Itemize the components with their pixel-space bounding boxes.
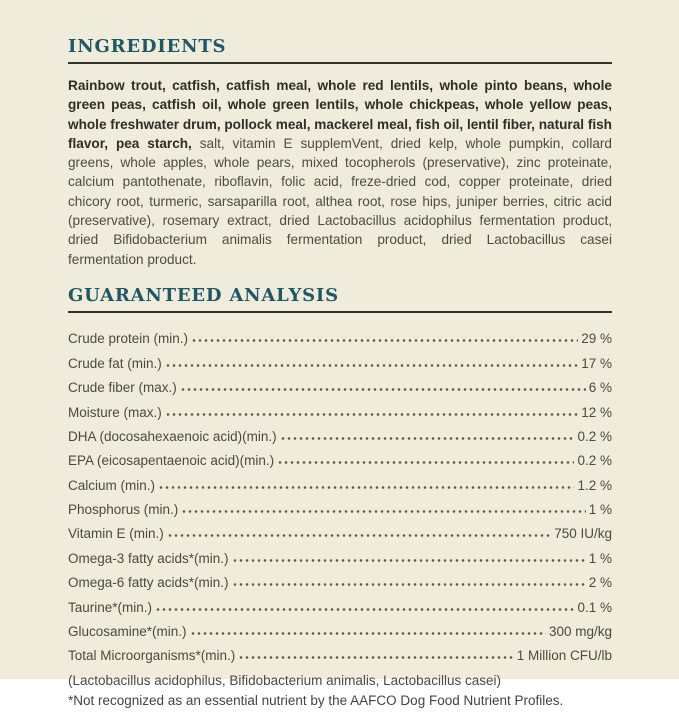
dot-leader: [165, 364, 578, 367]
nutrient-value: 1.2 %: [577, 477, 612, 493]
nutrient-label: Crude fiber (max.): [68, 380, 177, 396]
nutrient-value: 0.1 %: [577, 599, 612, 615]
dot-leader: [155, 608, 574, 611]
dot-leader: [232, 559, 586, 562]
ingredients-primary-list: Rainbow trout, catfish, catfish meal, whole red lentils, whole pinto beans, whole green peas, catfish oil, whole green lentils, whole chickpeas, whole yellow peas, whole freshwater drum, pollock meal, mackerel meal, fish oil, lentil fiber, natural fish flavor, pea starch,: [68, 78, 612, 151]
analysis-row: [68, 590, 612, 614]
dot-leader: [165, 413, 578, 416]
nutrient-value: 750 IU/kg: [554, 526, 612, 542]
nutrient-value: 29 %: [581, 331, 612, 347]
nutrient-label: Total Microorganisms*(min.): [68, 648, 236, 664]
nutrient-label: EPA (eicosapentaenoic acid)(min.): [68, 453, 275, 469]
nutrient-value: 12 %: [581, 404, 612, 420]
analysis-row: [68, 395, 612, 419]
analysis-row: [68, 444, 612, 468]
ingredients-secondary-list: salt, vitamin E supplemVent, dried kelp, whole pumpkin, collard greens, whole apples, whole pears, mixed tocopherols (preservative), zinc proteinate, calcium pantothenate, riboflavin, folic acid, freze-dried cod, copper proteinate, dried chicory root, turmeric, sarsaparilla root, althea root, rose hips, juniper berries, citric acid (preservative), rosemary extract, dried Lactobacillus acidophilus fermentation product, dried Bifidobacterium animalis fermentation product, dried Lactobacillus casei fermentation product.: [68, 135, 612, 267]
nutrient-label: Moisture (max.): [68, 404, 162, 420]
dot-leader: [158, 486, 574, 489]
analysis-row: [68, 322, 612, 346]
analysis-row: [68, 541, 612, 565]
dot-leader: [190, 632, 546, 635]
analysis-row: [68, 420, 612, 444]
aafco-footnote: *Not recognized as an essential nutrient by the AAFCO Dog Food Nutrient Profiles.: [68, 692, 564, 708]
analysis-row: [68, 371, 612, 395]
analysis-row: [68, 517, 612, 541]
analysis-rows: [68, 322, 612, 688]
nutrient-label: Calcium (min.): [68, 477, 156, 493]
analysis-row: [68, 346, 612, 370]
analysis-row: [68, 615, 612, 639]
nutrient-label: Crude fat (min.): [68, 355, 162, 371]
nutrient-value: 17 %: [581, 355, 612, 371]
dot-leader: [191, 339, 578, 342]
nutrient-value: 1 Million CFU/lb: [516, 648, 612, 664]
dot-leader: [280, 437, 575, 440]
nutrient-value: 1 %: [588, 502, 612, 518]
dot-leader: [167, 534, 551, 537]
dot-leader: [232, 583, 586, 586]
dot-leader: [181, 510, 585, 513]
nutrient-value: 2 %: [588, 575, 612, 591]
dot-leader: [238, 656, 513, 659]
nutrient-label: Glucosamine*(min.): [68, 624, 187, 640]
ingredients-title: INGREDIENTS: [68, 36, 227, 57]
nutrient-label: Omega-3 fatty acids*(min.): [68, 550, 229, 566]
nutrient-value: 6 %: [588, 380, 612, 396]
ingredients-section: [68, 36, 612, 269]
microorganisms-detail: (Lactobacillus acidophilus, Bifidobacterium animalis, Lactobacillus casei): [68, 672, 501, 688]
analysis-row: [68, 468, 612, 492]
analysis-row: [68, 493, 612, 517]
dot-leader: [180, 388, 586, 391]
analysis-row: [68, 566, 612, 590]
nutrient-label: Taurine*(min.): [68, 599, 153, 615]
guaranteed-analysis-section: [68, 285, 612, 713]
guaranteed-analysis-title: GUARANTEED ANALYSIS: [68, 284, 339, 306]
ingredients-title-rule: [68, 62, 612, 64]
analysis-row: [68, 639, 612, 663]
ingredients-paragraph: [68, 76, 612, 269]
nutrient-label: Crude protein (min.): [68, 331, 189, 347]
nutrient-value: 0.2 %: [577, 428, 612, 444]
dot-leader: [277, 461, 574, 464]
nutrient-value: 300 mg/kg: [548, 624, 612, 640]
nutrient-label: Omega-6 fatty acids*(min.): [68, 575, 229, 591]
guaranteed-analysis-title-rule: [68, 311, 612, 313]
nutrient-label: Vitamin E (min.): [68, 526, 164, 542]
nutrient-label: Phosphorus (min.): [68, 502, 179, 518]
nutrient-value: 0.2 %: [577, 453, 612, 469]
nutrient-label: DHA (docosahexaenoic acid)(min.): [68, 428, 277, 444]
nutrient-value: 1 %: [588, 550, 612, 566]
